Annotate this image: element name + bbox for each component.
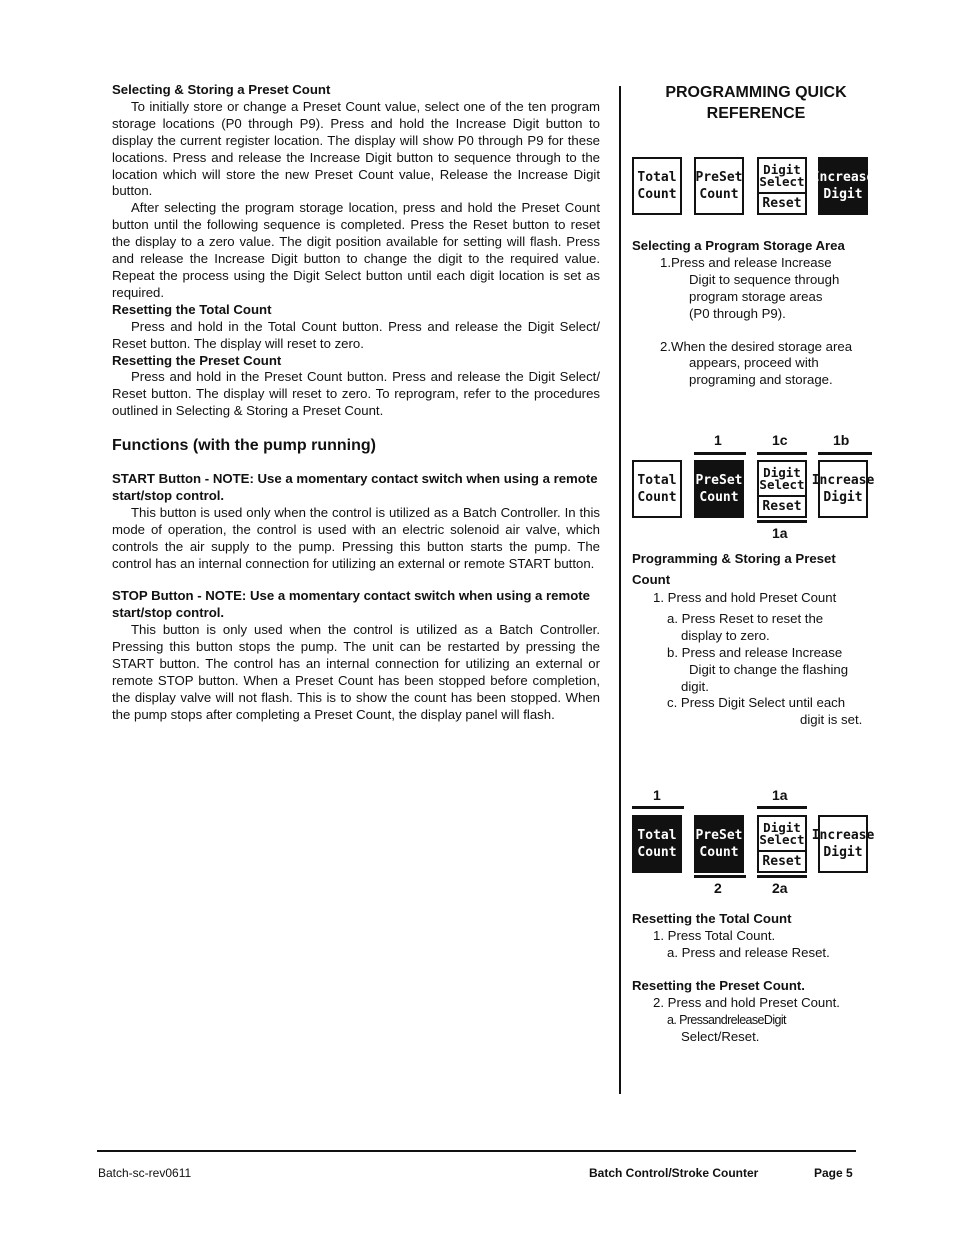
label-1: 1: [714, 432, 722, 448]
column-divider: [619, 86, 621, 1094]
digit-select-reset-button: Digit Select Reset: [757, 460, 807, 518]
preset-count-button: PreSet Count: [694, 157, 744, 215]
increase-digit-button: Increase Digit: [818, 460, 868, 518]
heading-selecting-storing: Selecting & Storing a Preset Count: [112, 82, 331, 97]
heading-resetting-preset: Resetting the Preset Count: [112, 352, 282, 368]
para-selecting-2: After selecting the program storage location, press and hold the Preset Count button until the following sequence is completed. Press the Reset button to reset the display to a zero value. The digit position available for setting will flash. Press and release the Increase Digit button to change the digit to the required value. Repeat the process using the Digit Select button until each digit location is set as required.: [112, 200, 600, 300]
label-2: 2: [714, 880, 722, 896]
para-selecting-1: To initially store or change a Preset Count value, select one of the ten program storage locations (P0 through P9). Press and hold the Increase Digit button to display the current register location. The display will show P0 through P9 for these locations. Press and release the Increase Digit button to sequence through to the location which will store the new Preset Count value, Release the Increase Digit button.: [112, 98, 600, 199]
para-resetting-preset: Press and hold in the Preset Count button. Press and release the Digit Select/ Reset button. The display will reset to zero. To reprogram, refer to the procedures outlined in Selecting & Storing a Preset Count.: [112, 369, 600, 419]
section-programming-storing: Programming & Storing a Preset Count: [632, 551, 836, 587]
preset-count-button: PreSet Count: [694, 460, 744, 518]
total-count-button: Total Count: [632, 460, 682, 518]
label-1c: 1c: [772, 432, 788, 448]
heading-resetting-total: Resetting the Total Count: [112, 301, 272, 317]
button-diagram-3: [632, 815, 874, 879]
total-count-button: Total Count: [632, 157, 682, 215]
heading-functions: Functions (with the pump running): [112, 437, 376, 455]
para-stop-button: This button is only used when the control is utilized as a Batch Controller. Pressing this button stops the pump. The unit can be restarted by pressing the START button. The control has an internal connection for utilizing an external or remote STOP button. When a Preset Count has been stopped before completion, the display valve will not flash. This is to show the count has been stopped. When the pump stops after completing a Preset Count, the display panel will flash.: [112, 622, 600, 722]
footer-rule: [97, 1150, 856, 1152]
label-1a: 1a: [772, 787, 788, 803]
para-start-button: This button is used only when the control is utilized as a Batch Controller. In this mode of operation, the control is used with an electric solenoid air valve, which controls the air supply to the pump. Pressing this button starts the pump. The control has an internal connection for utilizing an external or remote START button.: [112, 504, 600, 571]
button-diagram-1: [632, 157, 874, 221]
section-resetting-total: Resetting the Total Count 1. Press Total Count. a. Press and release Reset.: [632, 911, 830, 960]
para-resetting-total: Press and hold in the Total Count button. Press and release the Digit Select/ Reset button. The display will reset to zero.: [112, 318, 600, 351]
section-selecting-storage: Selecting a Program Storage Area 1.Press and release Increase Digit to sequence through program storage areas (P0 through P9). 2.When the desired storage area appears, proceed with programing and storage.: [632, 238, 853, 388]
increase-digit-button: Increase Digit: [818, 815, 868, 873]
button-diagram-2: [632, 460, 874, 524]
preset-count-button: PreSet Count: [694, 815, 744, 873]
digit-select-reset-button: Digit Select Reset: [757, 157, 807, 215]
heading-start-button: START Button - NOTE: Use a momentary contact switch when using a remote start/stop control.: [112, 471, 598, 503]
footer-doc-id: Batch-sc-rev0611: [98, 1166, 192, 1180]
increase-digit-button: Increase Digit: [818, 157, 868, 215]
section-resetting-preset: Resetting the Preset Count. 2. Press and hold Preset Count. a. PressandreleaseDigit Select/Reset.: [632, 978, 840, 1044]
footer-product: Batch Control/Stroke Counter: [589, 1166, 759, 1180]
quick-reference-title: PROGRAMMING QUICK REFERENCE: [665, 84, 847, 122]
left-column: [112, 82, 600, 724]
label-2a: 2a: [772, 880, 788, 896]
label-1b: 1b: [833, 432, 850, 448]
digit-select-reset-button: Digit Select Reset: [757, 815, 807, 873]
label-1a: 1a: [772, 525, 788, 541]
heading-stop-button: STOP Button - NOTE: Use a momentary contact switch when using a remote start/stop control.: [112, 588, 591, 621]
total-count-button: Total Count: [632, 815, 682, 873]
section-programming-steps: 1. Press and hold Preset Count a. Press Reset to reset the display to zero. b. Press and release Increase Digit to change the flashing digit. c. Press Digit Select until each digit is set.: [653, 590, 863, 728]
footer-page-number: Page 5: [814, 1166, 853, 1180]
label-1: 1: [653, 787, 661, 803]
